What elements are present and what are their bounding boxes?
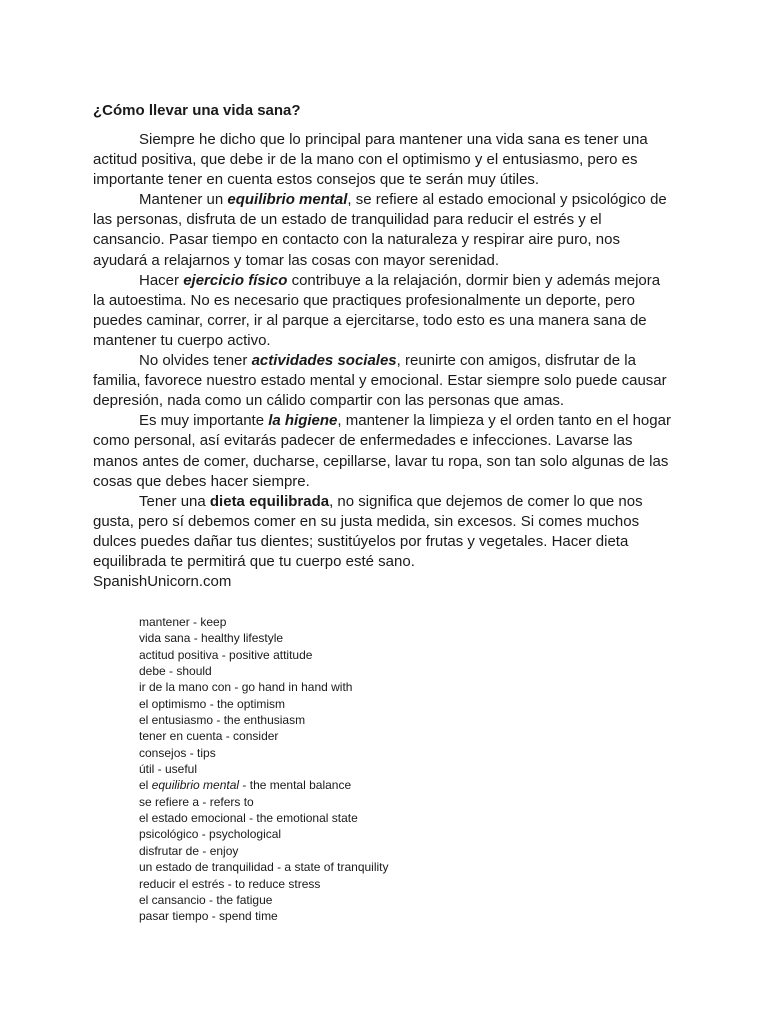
paragraph bbox=[93, 492, 673, 572]
text-run: Hacer bbox=[139, 271, 184, 289]
vocabulary-item bbox=[139, 761, 389, 777]
emphasis-term: equilibrio mental bbox=[227, 191, 348, 209]
text-run: contribuye a la relajación, dormir bien y además mejora la autoestima. No es necesario que practiques profesionalmente un deporte, pero puedes caminar, correr, ir al parque a ejercitarse, todo esto es una manera sana de mantener tu cuerpo activo. bbox=[93, 271, 661, 349]
vocabulary-item bbox=[139, 843, 389, 859]
text-run: psicológico - psychological bbox=[139, 827, 282, 842]
text-run: , no significa que dejemos de comer lo que nos gusta, pero sí debemos comer en su justa medida, sin excesos. Si comes muchos dulces puedes dañar tus dientes; sustitúyelos por frutas y vegetales. Hacer dieta equilibrada te permitirá que tu cuerpo esté sano. bbox=[93, 492, 643, 570]
emphasis-term: dieta equilibrada bbox=[209, 492, 330, 510]
text-run: un estado de tranquilidad - a state of tranquility bbox=[139, 860, 389, 875]
text-run: , se refiere al estado emocional y psicológico de las personas, disfruta de un estado de tranquilidad para reducir el estrés y el cansancio. Pasar tiempo en contacto con la naturaleza y respirar aire puro, nos ayudará a relajarnos y tomar las cosas con mayor serenidad. bbox=[93, 191, 667, 269]
text-run: mantener - keep bbox=[139, 615, 227, 629]
vocabulary-item bbox=[139, 794, 389, 810]
vocabulary-item bbox=[139, 630, 389, 646]
article-body bbox=[93, 130, 673, 592]
vocabulary-item bbox=[139, 876, 389, 892]
text-run: , reunirte con amigos, disfrutar de la familia, favorece nuestro estado mental y emocional. Estar siempre solo puede causar depresión, nada como un cálido compartir con las personas que amas. bbox=[93, 352, 667, 410]
text-run: útil - useful bbox=[139, 762, 198, 777]
text-run: tener en cuenta - consider bbox=[139, 729, 279, 744]
vocabulary-item bbox=[139, 745, 389, 761]
text-run: el bbox=[139, 778, 152, 793]
paragraph bbox=[93, 411, 673, 491]
text-run: consejos - tips bbox=[139, 745, 216, 760]
text-run: , mantener la limpieza y el orden tanto en el hogar como personal, así evitarás padecer de enfermedades e infecciones. Lavarse las manos antes de comer, ducharse, cepillarse, lavar tu ropa, son tan solo algunas de las cosas que debes hacer siempre. bbox=[93, 412, 671, 490]
vocabulary-list bbox=[139, 614, 389, 925]
vocabulary-item bbox=[139, 696, 389, 712]
text-run: actitud positiva - positive attitude bbox=[139, 647, 313, 662]
emphasis-term: ejercicio físico bbox=[183, 271, 288, 289]
page-title: ¿Cómo llevar una vida sana? bbox=[93, 102, 301, 119]
paragraph bbox=[93, 190, 673, 270]
text-run: Tener una bbox=[139, 492, 210, 510]
vocabulary-item bbox=[139, 777, 389, 793]
text-run: Mantener un bbox=[139, 191, 228, 209]
vocabulary-item bbox=[139, 859, 389, 875]
vocabulary-item bbox=[139, 647, 389, 663]
text-run: debe - should bbox=[139, 664, 212, 679]
text-run: el optimismo - the optimism bbox=[139, 696, 286, 711]
text-run: ir de la mano con - go hand in hand with bbox=[139, 680, 353, 695]
italic-term: equilibrio mental bbox=[151, 778, 240, 793]
vocabulary-item bbox=[139, 908, 389, 924]
text-run: el entusiasmo - the enthusiasm bbox=[139, 713, 306, 728]
vocabulary-item bbox=[139, 614, 389, 630]
source-credit: SpanishUnicorn.com bbox=[93, 573, 232, 591]
paragraph bbox=[93, 351, 673, 411]
vocabulary-item bbox=[139, 663, 389, 679]
vocabulary-item bbox=[139, 810, 389, 826]
text-run: el cansancio - the fatigue bbox=[139, 892, 273, 907]
text-run: pasar tiempo - spend time bbox=[139, 909, 278, 924]
text-run: se refiere a - refers to bbox=[139, 794, 254, 809]
text-run: el estado emocional - the emotional state bbox=[139, 811, 358, 826]
text-run: disfrutar de - enjoy bbox=[139, 843, 239, 858]
text-run: Es muy importante bbox=[139, 412, 269, 430]
vocabulary-item bbox=[139, 892, 389, 908]
text-run: vida sana - healthy lifestyle bbox=[139, 631, 284, 646]
text-run: - the mental balance bbox=[239, 778, 352, 793]
emphasis-term: actividades sociales bbox=[251, 352, 397, 370]
paragraph-list bbox=[93, 130, 673, 572]
text-run: reducir el estrés - to reduce stress bbox=[139, 876, 321, 891]
vocabulary-item bbox=[139, 679, 389, 695]
text-run: Siempre he dicho que lo principal para mantener una vida sana es tener una actitud positiva, que debe ir de la mano con el optimismo y el entusiasmo, pero es importante tener en cuenta estos consejos que te serán muy útiles. bbox=[93, 131, 648, 189]
paragraph bbox=[93, 130, 673, 190]
paragraph bbox=[93, 271, 673, 351]
vocabulary-item bbox=[139, 712, 389, 728]
text-run: No olvides tener bbox=[139, 352, 252, 370]
vocabulary-item bbox=[139, 728, 389, 744]
vocabulary-item bbox=[139, 826, 389, 842]
emphasis-term: la higiene bbox=[268, 412, 338, 430]
